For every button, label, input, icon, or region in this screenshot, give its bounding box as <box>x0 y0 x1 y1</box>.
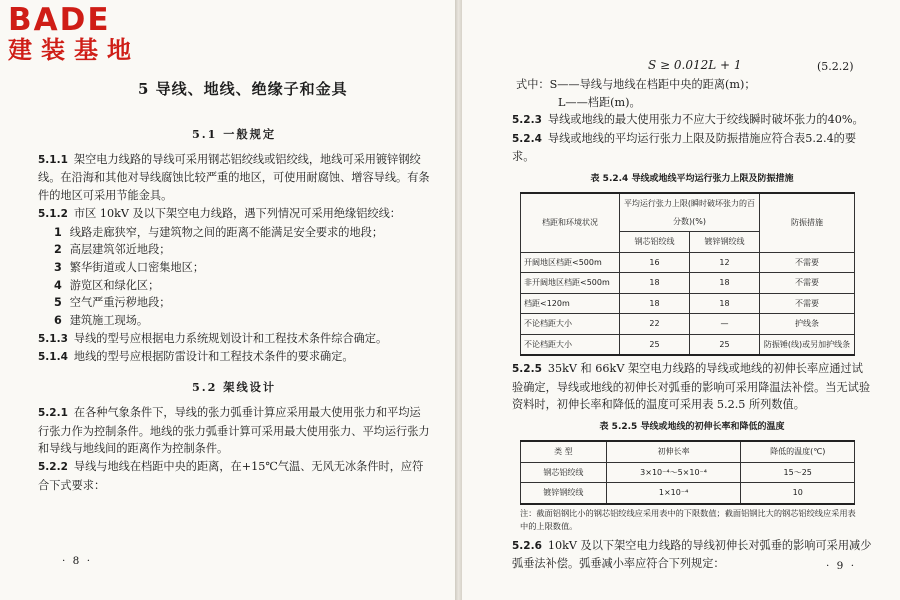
clause-number: 5.1.3 <box>38 332 68 345</box>
list-item <box>38 224 430 242</box>
table-5-2-4 <box>520 192 855 356</box>
clause-5-1-2 <box>38 205 430 224</box>
column-header: 钢芯铝绞线 <box>620 232 690 253</box>
table-row <box>521 252 855 273</box>
list-item <box>38 294 430 312</box>
clause-text: 导线与地线在档距中央的距离，在+15℃气温、无风无冰条件时，应符合下式要求： <box>38 459 424 492</box>
clause-number: 5.2.6 <box>512 539 542 552</box>
clause-5-2-1 <box>38 404 430 458</box>
clause-text: 导线或地线的最大使用张力不应大于绞线瞬时破坏张力的40%。 <box>547 113 864 126</box>
table-cell: 3×10⁻⁴～5×10⁻⁴ <box>606 462 741 483</box>
clause-text: 10kV 及以下架空电力线路的导线初伸长对弧垂的影响可采用减少弧垂法补偿。弧垂减小率应符合下列规定： <box>512 538 872 570</box>
clause-number: 5.1.1 <box>38 153 68 166</box>
clause-5-1-1 <box>38 151 430 205</box>
page-number-right: · 9 · <box>826 560 857 572</box>
table-cell: 1×10⁻⁴ <box>606 483 741 504</box>
clause-text: 导线或地线的平均运行张力上限及防振措施应符合表5.2.4的要求。 <box>512 131 857 163</box>
table-cell: 护线条 <box>760 314 855 335</box>
column-header: 降低的温度(℃) <box>741 441 855 462</box>
table-note: 注：截面铝钢比小的钢芯铝绞线应采用表中的下限数值；截面铝钢比大的钢芯铝绞线应采用表中的上限数值。 <box>520 507 856 531</box>
table-row <box>521 334 855 355</box>
table-row <box>521 314 855 335</box>
table-cell: 镀锌钢绞线 <box>521 483 607 504</box>
table-cell: 防振锤(线)或另加护线条 <box>760 334 855 355</box>
formula-5-2-2: S ≥ 0.012L + 1 <box>648 58 742 72</box>
table-row <box>521 483 855 504</box>
list-number: 2 <box>54 243 62 257</box>
logo-subtitle: 建装基地 <box>8 36 140 64</box>
list-number: 3 <box>54 260 62 274</box>
list-item <box>38 259 430 277</box>
list-text: 游览区和绿化区； <box>69 278 160 292</box>
column-header: 初伸长率 <box>606 441 741 462</box>
table-row <box>521 273 855 294</box>
clause-number: 5.2.2 <box>38 460 68 473</box>
clause-5-2-2 <box>38 458 430 494</box>
clause-text: 导线的型号应根据电力系统规划设计和工程技术条件综合确定。 <box>73 331 388 345</box>
page-number-left: · 8 · <box>62 555 93 567</box>
table-cell: 不需要 <box>760 273 855 294</box>
table-row <box>521 293 855 314</box>
column-header: 镀锌钢绞线 <box>690 232 760 253</box>
section-title-5-1: 5.1 一般规定 <box>191 127 277 141</box>
table-cell: 不论档距大小 <box>521 334 620 355</box>
table-cell: 开阔地区档距<500m <box>521 252 620 273</box>
list-text: 线路走廊狭窄，与建筑物之间的距离不能满足安全要求的地段； <box>69 225 384 239</box>
column-header: 平均运行张力上限(瞬时破坏张力的百分数)(%) <box>620 193 760 232</box>
clause-text: 架空电力线路的导线可采用钢芯铝绞线或铝绞线，地线可采用镀锌钢绞线。在沿海和其他对导线腐蚀比较严重的地区，可使用耐腐蚀、增容导线。有条件的地区可采用节能金具。 <box>38 152 430 203</box>
clause-number: 5.2.1 <box>38 406 68 419</box>
clause-5-2-6 <box>512 537 872 573</box>
table-cell: 不需要 <box>760 293 855 314</box>
table-cell: 18 <box>620 293 690 314</box>
formula-where-l: L——档距(m)。 <box>558 95 641 109</box>
formula-number: (5.2.2) <box>817 60 854 73</box>
table-cell: 22 <box>620 314 690 335</box>
list-item <box>38 277 430 295</box>
column-header: 防振措施 <box>760 193 855 252</box>
clause-5-1-4 <box>38 348 430 367</box>
table-cell: 25 <box>620 334 690 355</box>
table-cell: 钢芯铝绞线 <box>521 462 607 483</box>
clause-number: 5.2.5 <box>512 363 542 375</box>
list-number: 6 <box>54 314 62 328</box>
clause-number: 5.1.2 <box>38 207 68 220</box>
list-text: 繁华街道或人口密集地区； <box>69 260 205 274</box>
clause-5-2-5 <box>512 360 872 414</box>
table-cell: 18 <box>690 293 760 314</box>
clause-number: 5.2.3 <box>512 114 542 126</box>
list-number: 1 <box>54 225 62 239</box>
clause-5-2-4 <box>512 130 872 166</box>
table-cell: 档距<120m <box>521 293 620 314</box>
column-header: 档距和环境状况 <box>521 193 620 252</box>
logo-wordmark: BADE <box>8 2 111 38</box>
clause-text: 市区 10kV 及以下架空电力线路，遇下列情况可采用绝缘铝绞线： <box>73 206 401 220</box>
table-row <box>521 462 855 483</box>
list-number: 5 <box>54 296 62 310</box>
list-item <box>38 312 430 330</box>
left-body <box>38 118 430 494</box>
clause-text: 35kV 和 66kV 架空电力线路的导线或地线的初伸长率应通过试验确定，导线或地线的初伸长对弧垂的影响可采用降温法补偿。当无试验资料时，初伸长率和降低的温度可采用表 5.2.5 所列数值。 <box>512 362 871 411</box>
right-body <box>512 76 872 573</box>
table-cell: 不论档距大小 <box>521 314 620 335</box>
bade-logo <box>8 4 178 63</box>
clause-5-2-3 <box>512 111 872 130</box>
clause-number: 5.2.4 <box>512 132 542 145</box>
list-item <box>38 241 430 259</box>
table-cell: 25 <box>690 334 760 355</box>
section-title-5-2: 5.2 架线设计 <box>191 380 277 395</box>
table-cell: 18 <box>620 273 690 294</box>
table-cell: 16 <box>620 252 690 273</box>
table-cell: 12 <box>690 252 760 273</box>
clause-text: 在各种气象条件下，导线的张力弧垂计算应采用最大使用张力和平均运行张力作为控制条件。地线的张力弧垂计算可采用最大使用张力、平均运行张力和导线与地线间的距离作为控制条件。 <box>38 405 430 456</box>
table-5-2-5 <box>520 440 855 505</box>
list-text: 建筑施工现场。 <box>69 314 149 328</box>
table-cell: 10 <box>741 483 855 504</box>
list-number: 4 <box>54 278 62 292</box>
table-cell: 非开阔地区档距<500m <box>521 273 620 294</box>
column-header: 类 型 <box>521 441 607 462</box>
clause-number: 5.1.4 <box>38 351 68 364</box>
table-cell: 不需要 <box>760 252 855 273</box>
clause-5-1-3 <box>38 330 430 349</box>
table-5-2-5-caption: 表 5.2.5 导线或地线的初伸长率和降低的温度 <box>599 421 785 432</box>
list-text: 空气严重污秽地段； <box>69 296 171 310</box>
chapter-title: 5 导线、地线、绝缘子和金具 <box>138 80 348 98</box>
table-cell: 15～25 <box>741 462 855 483</box>
table-cell: 18 <box>690 273 760 294</box>
formula-where-s: 式中：S——导线与地线在档距中央的距离(m)； <box>516 78 756 91</box>
list-text: 高层建筑邻近地段； <box>69 243 171 257</box>
table-5-2-4-caption: 表 5.2.4 导线或地线平均运行张力上限及防振措施 <box>590 173 794 184</box>
clause-text: 地线的型号应根据防雷设计和工程技术条件的要求确定。 <box>73 350 354 364</box>
table-cell: — <box>690 314 760 335</box>
book-gutter <box>455 0 462 600</box>
